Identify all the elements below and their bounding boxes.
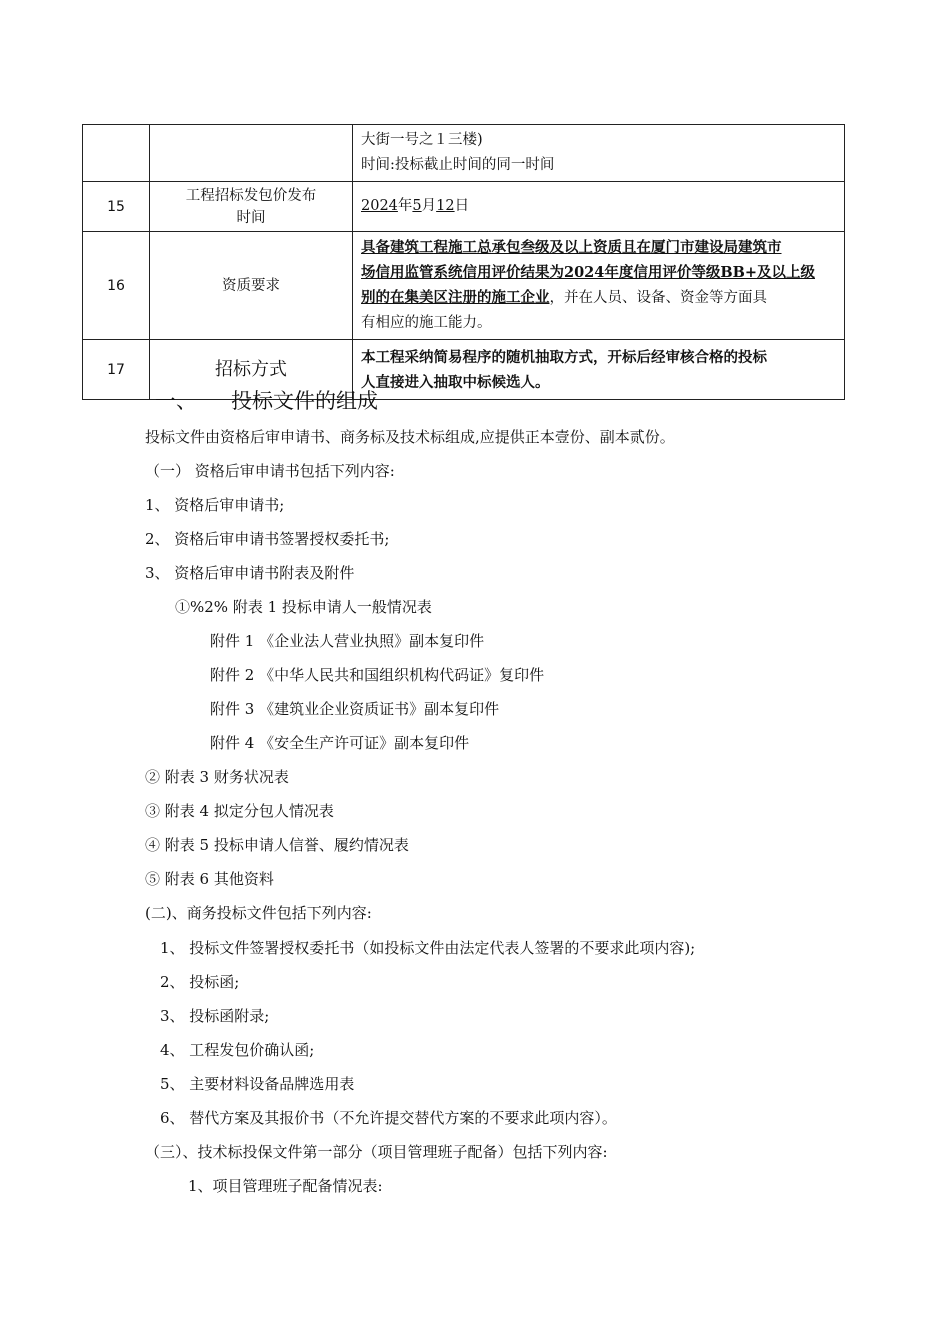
content-line: 时间:投标截止时间的同一时间 — [361, 157, 555, 173]
date-month: 5 — [412, 198, 422, 214]
heading-title: 投标文件的组成 — [231, 389, 378, 413]
list-item: ①%2% 附表 1 投标申请人一般情况表 — [175, 598, 432, 616]
qual-line: 别的在集美区注册的施工企业，并在人员、设备、资金等方面具 — [361, 289, 767, 306]
qual-line: 有相应的施工能力。 — [361, 315, 492, 331]
content-line: 大街一号之１三楼) — [361, 132, 483, 148]
price-release-date — [353, 182, 845, 232]
list-item: ② 附表 3 财务状况表 — [145, 768, 289, 786]
date-day: 12 — [436, 198, 455, 214]
list-item: ③ 附表 4 拟定分包人情况表 — [145, 802, 334, 820]
list-item: 1、 投标文件签署授权委托书（如投标文件由法定代表人签署的不要求此项内容); — [160, 939, 696, 957]
content-line: 本工程采纳简易程序的随机抽取方式，开标后经审核合格的投标 — [361, 348, 767, 366]
list-item: ④ 附表 5 投标申请人信誉、履约情况表 — [145, 836, 409, 854]
section-heading — [155, 385, 378, 415]
row-number — [83, 125, 150, 182]
list-item: ⑤ 附表 6 其他资料 — [145, 870, 274, 888]
row-number: 16 — [83, 232, 150, 340]
item-line: 时间 — [236, 209, 266, 226]
qual-line: 场信用监管系统信用评价结果为2024年度信用评价等级BB+及以上级 — [361, 264, 816, 281]
subsection-title: （一） 资格后审申请书包括下列内容: — [145, 462, 395, 480]
list-item: 附件 1 《企业法人营业执照》副本复印件 — [210, 632, 485, 650]
body-paragraph: 投标文件由资格后审申请书、商务标及技术标组成,应提供正本壹份、副本贰份。 — [145, 428, 675, 446]
row-item: 招标方式 — [150, 340, 353, 400]
list-item: 3、 投标函附录; — [160, 1007, 270, 1025]
table-row — [83, 125, 845, 182]
list-item: 2、 资格后审申请书签署授权委托书; — [145, 530, 390, 548]
date-day-unit: 日 — [454, 198, 470, 214]
item-line: 工程招标发包价发布 — [185, 187, 317, 204]
list-item: 4、 工程发包价确认函; — [160, 1041, 315, 1059]
list-item: 1、项目管理班子配备情况表: — [188, 1177, 383, 1195]
list-item: 6、 替代方案及其报价书（不允许提交替代方案的不要求此项内容）。 — [160, 1109, 617, 1127]
row-number: 15 — [83, 182, 150, 232]
date-year-unit: 年 — [397, 198, 413, 214]
row-item — [150, 182, 353, 232]
qual-line: 具备建筑工程施工总承包叁级及以上资质且在厦门市建设局建筑市 — [361, 239, 782, 256]
table-row — [83, 182, 845, 232]
qualification-requirement — [353, 232, 845, 340]
content-line: 人直接进入抽取中标候选人。 — [361, 373, 550, 391]
date-year: 2024 — [361, 198, 398, 214]
list-item: 附件 4 《安全生产许可证》副本复印件 — [210, 734, 470, 752]
list-item: 附件 2 《中华人民共和国组织机构代码证》复印件 — [210, 666, 545, 684]
list-item: 2、 投标函; — [160, 973, 240, 991]
row-number: 17 — [83, 340, 150, 400]
tender-info-table — [82, 124, 845, 400]
table-row — [83, 232, 845, 340]
subsection-title: (二)、商务投标文件包括下列内容: — [145, 904, 372, 922]
list-item: 3、 资格后审申请书附表及附件 — [145, 564, 355, 582]
row-item: 资质要求 — [150, 232, 353, 340]
heading-number: 一、 — [155, 389, 197, 413]
row-content — [353, 340, 845, 400]
list-item: 5、 主要材料设备品牌选用表 — [160, 1075, 355, 1093]
row-item — [150, 125, 353, 182]
list-item: 附件 3 《建筑业企业资质证书》副本复印件 — [210, 700, 500, 718]
subsection-title: （三）、技术标投保文件第一部分（项目管理班子配备）包括下列内容: — [145, 1143, 608, 1161]
date-month-unit: 月 — [421, 198, 437, 214]
list-item: 1、 资格后审申请书; — [145, 496, 285, 514]
row-content — [353, 125, 845, 182]
